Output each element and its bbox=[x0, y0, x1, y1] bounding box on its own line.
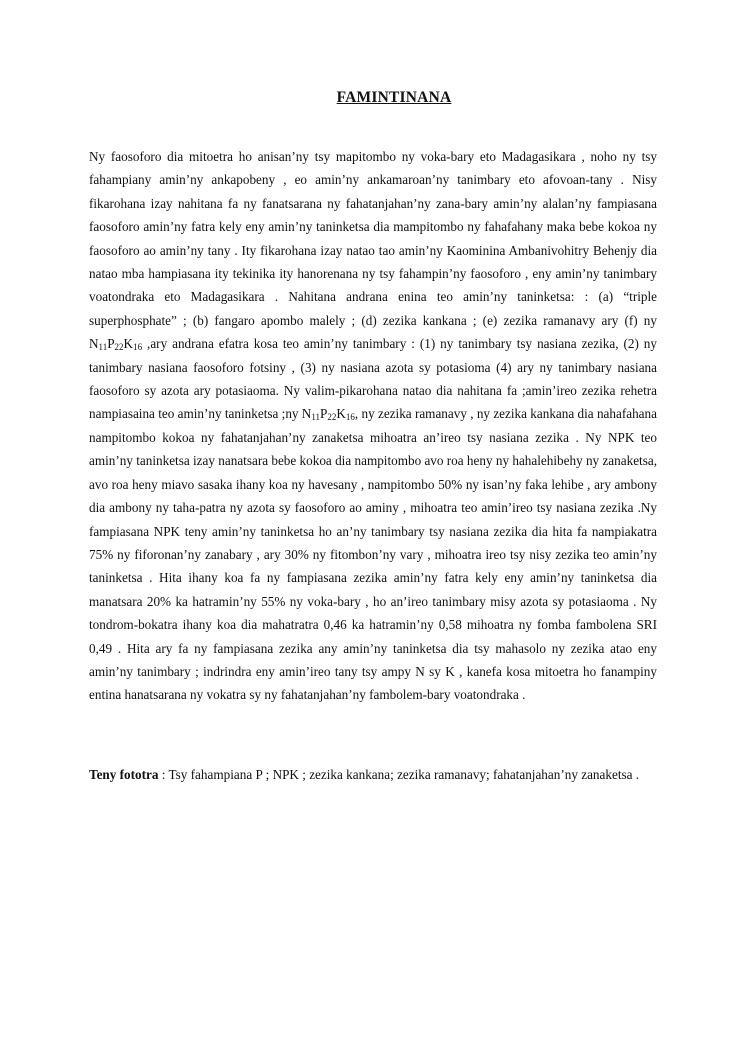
abstract-text: ,ary andrana efatra kosa teo amin’ny tanimbary : (1) ny tanimbary tsy nasiana zezika, (2) ny tanimbary nasiana faosoforo fotsiny , (3) ny nasiana azota sy potasioma (4) ary ny tanimbary nasiana faosoforo sy azota ary potasiaoma. Ny valim-pikarohana natao dia nahitana fa ;amin’ireo zezika rehetra nampiasaina teo amin’ny taninketsa ;ny N bbox=[89, 336, 657, 422]
formula-letter-p: P bbox=[107, 336, 115, 352]
subscript-k: 16 bbox=[133, 342, 143, 353]
abstract-text: , ny zezika ramanavy , ny zezika kankana dia nahafahana nampitombo kokoa ny fahatanjahan’ny zanaketsa mihoatra an’ireo tsy nasiana zezika . Ny NPK teo amin’ny taninketsa izay nanatsara bebe kokoa dia nampitombo avo roa heny ny hahalehibehy ny zanaketsa, avo roa heny miavo sasaka ihany koa ny havesany , nampitombo 50% ny isan’ny faka lehibe , ary ambony dia ambony ny taha-patra ny azota sy faosoforo ao aminy , mihoatra teo amin’ireo tsy nasiana zezika .Ny fampiasana NPK teny amin’ny taninketsa ho an’ny tanimbary tsy nasiana zezika dia hita fa nampiakatra 75% ny fiforonan’ny zanabary , ary 30% ny fitombon’ny vary , mihoatra ireo tsy nisy zezika teo amin’ny taninketsa . Hita ihany koa fa ny fampiasana zezika amin’ny fatra kely eny amin’ny taninketsa dia manatsara 20% ka hatramin’ny 55% ny voka-bary , ho an’ireo tanimbary misy azota sy potasiaoma . Ny tondrom-bokatra ihany koa dia mahatratra 0,46 ka hatramin’ny 0,58 mihoatra ny fomba fambolena SRI 0,49 . Hita ary fa ny fampiasana zezika any amin’ny taninketsa dia tsy mahasolo ny zezika atao eny amin’ny tanimbary ; indrindra eny amin’ireo tany tsy ampy N sy K , kanefa kosa mitoetra ho fanampiny entina hanatsarana ny vokatra sy ny fahatanjahan’ny fambolem-bary voatondraka . bbox=[89, 406, 657, 703]
subscript-n: 11 bbox=[311, 412, 320, 423]
keywords-text: : Tsy fahampiana P ; NPK ; zezika kankana; zezika ramanavy; fahatanjahan’ny zanaketsa . bbox=[158, 767, 640, 782]
formula-letter-k: K bbox=[336, 406, 346, 422]
subscript-n: 11 bbox=[98, 342, 108, 353]
formula-letter-p: P bbox=[320, 406, 328, 422]
formula-letter-k: K bbox=[123, 336, 134, 352]
keywords-label: Teny fototra bbox=[89, 767, 159, 782]
abstract-text: Ny faosoforo dia mitoetra ho anisan’ny tsy mapitombo ny voka-bary eto Madagasikara , noho ny tsy fahampiany amin’ny ankapobeny , eo amin’ny ankamaroan’ny tanimbary eto afovoan-tany . Nisy fikarohana izay nahitana fa ny fanatsarana ny fahatanjahan’ny zana-bary amin’ny alalan’ny fampiasana faosoforo amin’ny fatra kely eny amin’ny taninketsa dia mampitombo ny fahafahany maka bebe kokoa ny faosoforo ao amin’ny tany . Ity fikarohana izay natao tao amin’ny Kaominina Ambanivohitry Behenjy dia natao mba hampiasana ity tekinika ity hanorenana ny tsy fahampin’ny faosoforo , eny amin’ny tanimbary voatondraka eto Madagasikara . Nahitana andrana enina teo amin’ny taninketsa: : (a) “triple superphosphate” ; (b) fangaro apombo malely ; (d) zezika kankana ; (e) zezika ramanavy ary (f) ny N bbox=[89, 149, 657, 352]
subscript-p: 22 bbox=[114, 342, 124, 353]
subscript-k: 16 bbox=[345, 412, 355, 423]
abstract-paragraph bbox=[89, 145, 657, 707]
keywords-paragraph bbox=[89, 763, 657, 786]
subscript-p: 22 bbox=[327, 412, 337, 423]
page-title: FAMINTINANA bbox=[336, 89, 452, 106]
